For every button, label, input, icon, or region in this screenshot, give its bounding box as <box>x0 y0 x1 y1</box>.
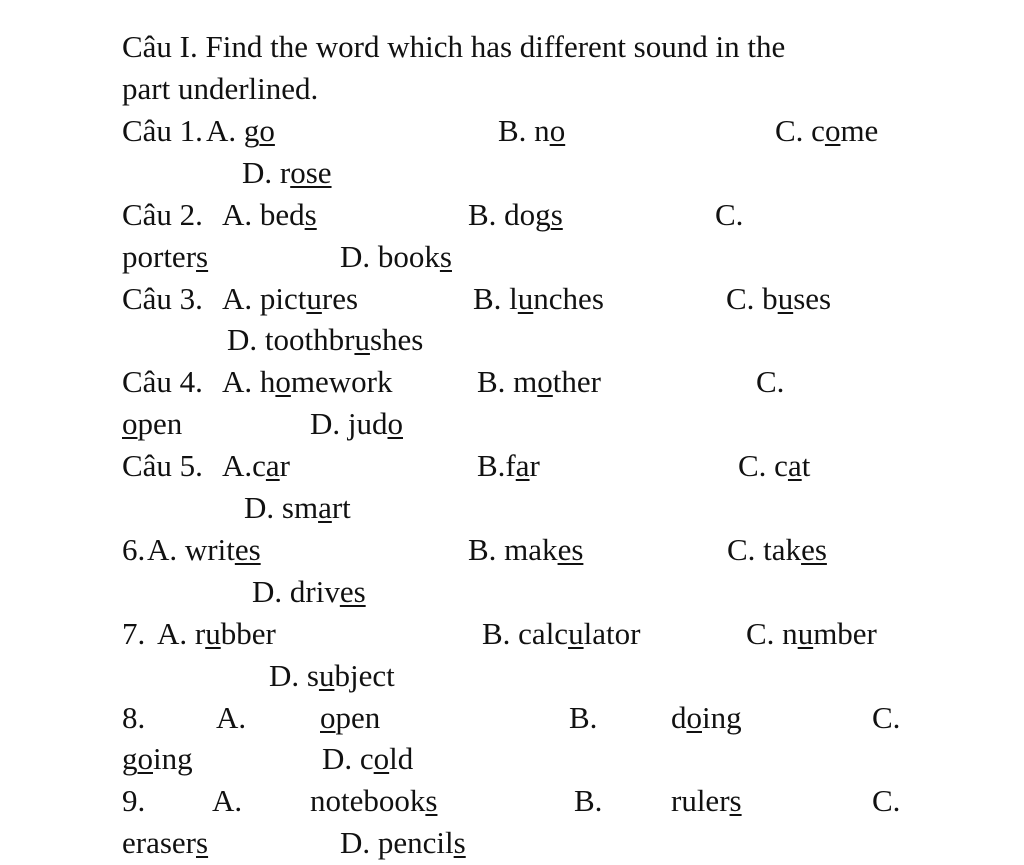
q4-number: Câu 4. <box>122 364 203 399</box>
q9-option-a-word: notebooks <box>310 783 438 818</box>
q1-option-d: D. rose <box>242 155 332 190</box>
q5-option-c: C. cat <box>738 448 811 483</box>
q9-option-b-word: rulers <box>671 783 742 818</box>
q8-option-a-word: open <box>320 700 381 735</box>
q9-option-b-label: B. <box>574 783 603 818</box>
q2-option-a: A. beds <box>222 197 317 232</box>
q8-option-b-label: B. <box>569 700 598 735</box>
q5-number: Câu 5. <box>122 448 203 483</box>
q8-number: 8. <box>122 700 146 735</box>
q8-option-c-word: going <box>122 741 193 776</box>
q7-option-a: A. rubber <box>157 616 276 651</box>
q9-option-c-word: erasers <box>122 825 209 860</box>
q8-option-b-word: doing <box>671 700 742 735</box>
q9-number: 9. <box>122 783 146 818</box>
q9-option-a-label: A. <box>212 783 243 818</box>
q8-option-a-label: A. <box>216 700 247 735</box>
q1-option-b: B. no <box>498 113 566 148</box>
q9-option-d: D. pencils <box>340 825 466 860</box>
q4-option-a: A. homework <box>222 364 393 399</box>
q4-option-d: D. judo <box>310 406 403 441</box>
q1-number: Câu 1. <box>122 113 203 148</box>
q3-number: Câu 3. <box>122 281 203 316</box>
exercise-title: Câu I. Find the word which has different sound in the <box>122 29 786 64</box>
q8-option-c-label: C. <box>872 700 901 735</box>
q2-number: Câu 2. <box>122 197 203 232</box>
q3-option-a: A. pictures <box>222 281 359 316</box>
q5-option-b: B.far <box>477 448 540 483</box>
q6-option-a: A. writes <box>147 532 261 567</box>
q2-option-b: B. dogs <box>468 197 563 232</box>
q3-option-d: D. toothbrushes <box>227 322 424 357</box>
q2-option-c-word: porters <box>122 239 209 274</box>
q1-option-a: A. go <box>206 113 275 148</box>
q7-option-d: D. subject <box>269 658 395 693</box>
q6-number: 6. <box>122 532 146 567</box>
q3-option-c: C. buses <box>726 281 832 316</box>
q8-option-d: D. cold <box>322 741 414 776</box>
q2-option-c-label: C. <box>715 197 744 232</box>
q6-option-d: D. drives <box>252 574 366 609</box>
q3-option-b: B. lunches <box>473 281 604 316</box>
q4-option-c-word: open <box>122 406 183 441</box>
q5-option-a: A.car <box>222 448 290 483</box>
q5-option-d: D. smart <box>244 490 351 525</box>
q7-option-c: C. number <box>746 616 877 651</box>
q2-option-d: D. books <box>340 239 452 274</box>
q6-option-b: B. makes <box>468 532 584 567</box>
exercise-title-continued: part underlined. <box>122 71 319 106</box>
q7-option-b: B. calculator <box>482 616 641 651</box>
q4-option-c-label: C. <box>756 364 785 399</box>
q9-option-c-label: C. <box>872 783 901 818</box>
q1-option-c: C. come <box>775 113 879 148</box>
q4-option-b: B. mother <box>477 364 601 399</box>
q6-option-c: C. takes <box>727 532 827 567</box>
q7-number: 7. <box>122 616 146 651</box>
